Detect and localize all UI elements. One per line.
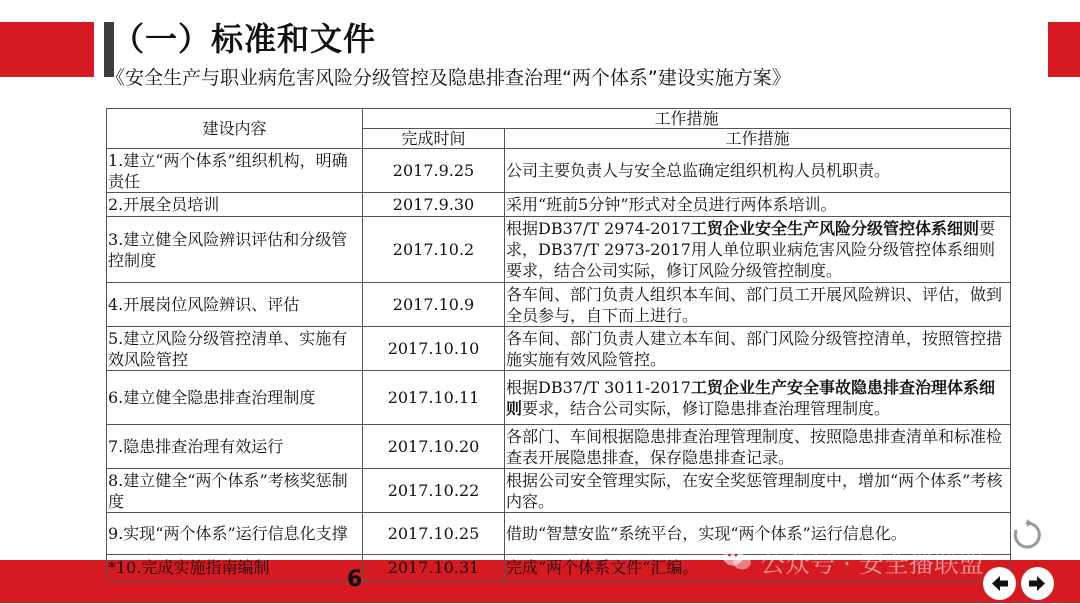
measure-text: 要求，结合公司实际，修订隐患排查治理管理制度。	[522, 398, 891, 418]
cell-content: 3.建立健全风险辨识评估和分级管控制度	[107, 217, 363, 283]
page-number: 6	[347, 567, 363, 592]
table-row	[107, 193, 1011, 217]
cell-measures	[505, 327, 1011, 371]
cell-measures	[505, 283, 1011, 327]
header-measures-group: 工作措施	[363, 109, 1011, 129]
cell-time: 2017.10.9	[363, 283, 505, 327]
cell-content: *10.完成实施指南编制	[107, 555, 363, 581]
cell-time: 2017.10.10	[363, 327, 505, 371]
cell-time: 2017.10.22	[363, 469, 505, 513]
measure-text: 各部门、车间根据隐患排查治理管理制度、按照隐患排查清单和标准检查表开展隐患排查，保存隐患排查记录。	[506, 426, 1003, 467]
cell-time: 2017.10.2	[363, 217, 505, 283]
cell-time: 2017.10.31	[363, 555, 505, 581]
measure-text: 根据公司安全管理实际，在安全奖惩管理制度中，增加“两个体系”考核内容。	[506, 470, 1003, 511]
watermark-text: 公众号 · 安全播联盟	[760, 549, 984, 578]
cell-measures	[505, 371, 1011, 425]
measure-text: 借助“智慧安监”系统平台，实现“两个体系”运行信息化。	[506, 524, 907, 543]
measure-text: 各车间、部门负责人组织本车间、部门员工开展风险辨识、评估，做到全员参与，自下而上进行。	[506, 284, 1003, 325]
measure-text: 工贸企业安全生产风险分级管控体系细则	[690, 219, 979, 238]
measure-text: 完成“两个体系文件“汇编。	[506, 558, 699, 577]
header-time: 完成时间	[363, 129, 505, 149]
measure-text: 要求，DB37/T 2973-2017用人单位职业病危害风险分级管控体系细则要求，结合公司实际，修订风险分级管控制度。	[506, 219, 995, 280]
measure-text: 各车间、部门负责人建立本车间、部门风险分级管控清单，按照管控措施实施有效风险管控。	[506, 328, 1003, 369]
measure-text: 工贸企业生产安全事故隐患排查治理体系细则	[506, 377, 995, 418]
measure-text: 采用“班前5分钟”形式对全员进行两体系培训。	[506, 195, 837, 214]
red-header-bar-left	[0, 22, 94, 77]
table-row	[107, 283, 1011, 327]
cell-content: 8.建立健全“两个体系”考核奖惩制度	[107, 469, 363, 513]
cell-time: 2017.10.25	[363, 513, 505, 555]
measures-table	[106, 108, 1011, 581]
cell-content: 4.开展岗位风险辨识、评估	[107, 283, 363, 327]
slide-title: （一）标准和文件	[112, 20, 377, 58]
cell-measures	[505, 149, 1011, 193]
cell-content: 2.开展全员培训	[107, 193, 363, 217]
next-slide-button[interactable]	[1021, 567, 1054, 600]
arrow-right-icon	[1021, 567, 1054, 600]
table-row	[107, 217, 1011, 283]
table-row	[107, 425, 1011, 469]
red-header-bar-right	[1048, 22, 1080, 77]
cell-content: 9.实现“两个体系”运行信息化支撑	[107, 513, 363, 555]
table-row	[107, 327, 1011, 371]
cell-content: 6.建立健全隐患排查治理制度	[107, 371, 363, 425]
previous-slide-button[interactable]	[983, 567, 1016, 600]
measures-table-container	[106, 108, 1010, 581]
cell-content: 1.建立“两个体系”组织机构，明确责任	[107, 149, 363, 193]
table-row	[107, 149, 1011, 193]
cell-content: 7.隐患排查治理有效运行	[107, 425, 363, 469]
measure-text: 根据DB37/T 2974-2017	[506, 219, 691, 238]
table-body	[107, 149, 1011, 581]
measure-text: 公司主要负责人与安全总监确定组织机构人员机职责。	[506, 161, 891, 180]
cell-time: 2017.9.30	[363, 193, 505, 217]
cell-measures	[505, 193, 1011, 217]
wechat-icon	[722, 546, 752, 578]
header-content: 建设内容	[107, 109, 363, 149]
cell-measures	[505, 425, 1011, 469]
slide-subtitle: 《安全生产与职业病危害风险分级管控及隐患排查治理“两个体系”建设实施方案》	[106, 67, 791, 89]
cell-time: 2017.10.20	[363, 425, 505, 469]
cell-measures	[505, 217, 1011, 283]
cell-content: 5.建立风险分级管控清单、实施有效风险管控	[107, 327, 363, 371]
header-measures: 工作措施	[505, 129, 1011, 149]
table-row	[107, 371, 1011, 425]
cell-time: 2017.9.25	[363, 149, 505, 193]
arrow-left-icon	[983, 567, 1016, 600]
table-row	[107, 469, 1011, 513]
cell-measures	[505, 469, 1011, 513]
refresh-icon[interactable]	[1010, 518, 1044, 552]
cell-time: 2017.10.11	[363, 371, 505, 425]
measure-text: 根据DB37/T 3011-2017	[506, 377, 691, 397]
